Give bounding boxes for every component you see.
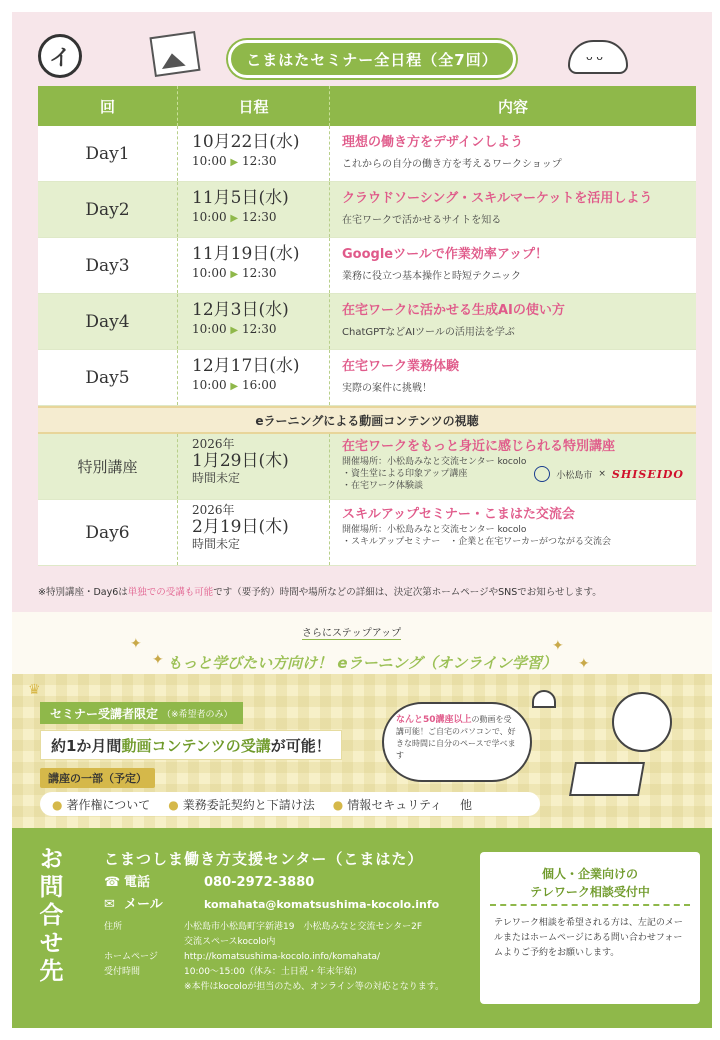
session-year: 2026年 xyxy=(192,437,235,451)
session-label: Day3 xyxy=(38,238,178,293)
session-title: 在宅ワーク業務体験 xyxy=(342,359,460,374)
table-row xyxy=(38,500,696,566)
step-up-title: もっと学びたい方向け！ eラーニング（オンライン学習） xyxy=(167,654,557,672)
session-datetime xyxy=(178,434,330,499)
session-time-tbd: 時間未定 xyxy=(192,471,241,485)
session-year: 2026年 xyxy=(192,503,235,517)
time-end: 16:00 xyxy=(241,378,277,392)
person-illustration xyxy=(612,692,672,752)
address-line xyxy=(104,920,444,935)
session-description: ChatGPTなどAIツールの活用法を学ぶ xyxy=(342,327,515,338)
table-row xyxy=(38,238,696,294)
access-suffix: が可能！ xyxy=(270,736,331,755)
web-line xyxy=(104,950,444,965)
cloud-highlight: なんと50講座以上 xyxy=(396,715,472,725)
schedule-title: こまはたセミナー全日程（全7回） xyxy=(228,40,516,78)
session-time xyxy=(192,154,329,168)
phone-label: 電話 xyxy=(124,875,151,890)
time-end: 12:30 xyxy=(241,266,277,280)
session-datetime xyxy=(178,238,330,293)
session-date: 2月19日(木) xyxy=(192,517,289,537)
phone-number[interactable]: 080-2972-3880 xyxy=(204,875,315,890)
topic-label: 業務委託契約と下請け法 xyxy=(182,797,315,812)
course-list-label: 講座の一部（予定） xyxy=(40,768,155,788)
phone-icon: ☎ xyxy=(104,875,121,890)
list-item xyxy=(168,796,315,813)
bullet-dot-icon: ● xyxy=(168,797,179,812)
partner-logos xyxy=(534,466,684,482)
mail-label: メール xyxy=(124,897,163,912)
session-date: 1月29日(木) xyxy=(192,451,289,471)
table-row xyxy=(38,350,696,406)
session-time xyxy=(192,266,329,280)
sparkle-icon: ✦ xyxy=(552,638,564,654)
hours-value: 10:00～15:00（休み：土日祝・年末年始） xyxy=(184,967,362,977)
laptop-icon xyxy=(569,762,645,796)
arrow-right-icon: ▶ xyxy=(230,157,239,168)
session-label: 特別講座 xyxy=(38,434,178,499)
session-datetime xyxy=(178,500,330,565)
step-up-label: さらにステップアップ xyxy=(302,624,401,640)
address-value-2: 交流スペースkocolo内 xyxy=(184,937,276,947)
session-date: 11月5日(水) xyxy=(192,188,289,208)
time-start: 10:00 xyxy=(192,378,227,392)
web-label: ホームページ xyxy=(104,952,158,962)
logo-separator: × xyxy=(598,469,606,479)
time-start: 10:00 xyxy=(192,210,227,224)
schedule-footnote xyxy=(38,584,698,598)
sparkle-icon: ✦ xyxy=(130,636,142,652)
note-suffix: です（要予約）時間や場所などの詳細は、決定次第ホームページやSNSでお知らせします。 xyxy=(213,587,602,598)
consultation-box xyxy=(480,852,700,1004)
desk-lamp-icon xyxy=(532,690,556,708)
session-description: 業務に役立つ基本操作と時短テクニック xyxy=(342,271,521,282)
arrow-right-icon: ▶ xyxy=(230,325,239,336)
session-description: これからの自分の働き方を考えるワークショップ xyxy=(342,159,562,170)
session-bullet: ・資生堂による印象アップ講座 xyxy=(342,469,468,479)
session-label: Day5 xyxy=(38,350,178,405)
session-description: 実際の案件に挑戦！ xyxy=(342,383,432,394)
session-venue: 開催場所：小松島みなと交流センター kocolo xyxy=(342,457,527,467)
session-title: 在宅ワークをもっと身近に感じられる特別講座 xyxy=(342,439,616,454)
session-datetime xyxy=(178,126,330,181)
session-title: スキルアップセミナー・こまはた交流会 xyxy=(342,507,575,522)
session-venue: 開催場所：小松島みなと交流センター kocolo xyxy=(342,525,527,535)
elearning-banner: eラーニングによる動画コンテンツの視聴 xyxy=(38,406,696,434)
consultation-line-2: テレワーク相談受付中 xyxy=(530,885,650,899)
list-item xyxy=(333,796,442,813)
contact-info xyxy=(104,920,444,995)
step-up-section xyxy=(12,612,712,828)
column-header-content: 内容 xyxy=(497,97,528,116)
time-end: 12:30 xyxy=(241,210,277,224)
column-header-date: 日程 xyxy=(178,86,330,126)
city-seal-icon xyxy=(534,466,550,482)
note-highlight: 単独での受講も可能 xyxy=(127,587,214,598)
session-time xyxy=(192,322,329,336)
city-name: 小松島市 xyxy=(556,470,593,481)
hours-line xyxy=(104,965,444,980)
time-end: 12:30 xyxy=(241,322,277,336)
session-title: 在宅ワークに活かせる生成AIの使い方 xyxy=(342,303,565,318)
list-item xyxy=(52,796,150,813)
session-date: 12月3日(水) xyxy=(192,300,289,320)
arrow-right-icon: ▶ xyxy=(230,269,239,280)
column-header-session: 回 xyxy=(38,86,178,126)
flyer-page xyxy=(12,12,712,1028)
schedule-section xyxy=(12,12,712,612)
session-content xyxy=(330,500,696,565)
session-datetime xyxy=(178,182,330,237)
mail-icon: ✉ xyxy=(104,897,115,912)
session-title: 理想の働き方をデザインしよう xyxy=(342,135,524,150)
shiseido-logo: SHISEIDO xyxy=(611,467,684,481)
session-time xyxy=(192,210,329,224)
topics-etc: 他 xyxy=(460,797,473,812)
page-marker-badge: イ xyxy=(38,34,82,78)
session-bullet: ・在宅ワーク体験談 xyxy=(342,481,424,491)
limited-text: セミナー受講者限定 xyxy=(50,706,159,721)
sleeping-cat-icon xyxy=(568,40,628,74)
session-label: Day6 xyxy=(38,500,178,565)
session-time-tbd: 時間未定 xyxy=(192,537,241,551)
table-row xyxy=(38,294,696,350)
session-bullet: ・スキルアップセミナー ・企業と在宅ワーカーがつながる交流会 xyxy=(342,537,612,547)
consultation-body: テレワーク相談を希望される方は、左記のメールまたはホームページにある問い合わせフォームよりご予約をお願いします。 xyxy=(494,918,683,958)
time-start: 10:00 xyxy=(192,322,227,336)
consultation-line-1: 個人・企業向けの xyxy=(541,867,638,881)
consultation-heading xyxy=(490,862,690,906)
session-title: Googleツールで作業効率アップ！ xyxy=(342,247,548,262)
session-date: 11月19日(水) xyxy=(192,244,300,264)
phone-line xyxy=(104,872,439,894)
sparkle-icon: ✦ xyxy=(152,652,164,668)
time-end: 12:30 xyxy=(241,154,277,168)
time-start: 10:00 xyxy=(192,154,227,168)
session-content xyxy=(330,238,696,293)
table-row-special xyxy=(38,434,696,500)
contact-methods xyxy=(104,872,439,916)
cloud-text: の動画を受講可能！ご自宅のパソコンで、好きな時間に自分のペースで学べます xyxy=(396,715,516,760)
session-content xyxy=(330,126,696,181)
session-label: Day2 xyxy=(38,182,178,237)
crown-icon: ♛ xyxy=(28,682,41,698)
mail-address[interactable]: komahata@komatsushima-kocolo.info xyxy=(204,898,440,911)
session-content xyxy=(330,350,696,405)
hours-note: ※本件はkocoloが担当のため、オンライン等の対応となります。 xyxy=(184,982,445,992)
session-datetime xyxy=(178,294,330,349)
bullet-dot-icon: ● xyxy=(52,797,63,812)
web-url[interactable]: http://komatsushima-kocolo.info/komahata/ xyxy=(184,952,381,962)
address-value: 小松島市小松島町字新港19 小松島みなと交流センター2F xyxy=(184,922,422,932)
arrow-right-icon: ▶ xyxy=(230,381,239,392)
mail-line xyxy=(104,894,439,916)
access-prefix: 約1か月間 xyxy=(51,736,122,755)
limited-note: （※希望者のみ） xyxy=(162,709,233,720)
address-label: 住所 xyxy=(104,922,123,932)
bullet-dot-icon: ● xyxy=(332,797,344,812)
topic-label: 著作権について xyxy=(66,797,151,812)
contact-section xyxy=(12,828,712,1028)
limited-badge xyxy=(40,702,243,724)
session-label: Day1 xyxy=(38,126,178,181)
course-topics xyxy=(40,792,540,816)
session-content xyxy=(330,182,696,237)
session-date: 10月22日(水) xyxy=(192,132,300,152)
topic-label: 情報セキュリティ xyxy=(347,797,443,812)
session-title: クラウドソーシング・スキルマーケットを活用しよう xyxy=(342,191,653,206)
time-start: 10:00 xyxy=(192,266,227,280)
session-label: Day4 xyxy=(38,294,178,349)
session-description: 在宅ワークで活かせるサイトを知る xyxy=(342,215,502,226)
contact-heading: お問合せ先 xyxy=(35,846,63,986)
table-row xyxy=(38,182,696,238)
sparkle-icon: ✦ xyxy=(578,656,590,672)
hours-label: 受付時間 xyxy=(104,967,141,977)
table-header xyxy=(38,86,696,126)
access-highlight: 動画コンテンツの受講 xyxy=(121,736,271,755)
session-date: 12月17日(水) xyxy=(192,356,300,376)
session-time xyxy=(192,378,329,392)
center-name: こまつしま働き方支援センター（こまはた） xyxy=(104,850,424,868)
table-row xyxy=(38,126,696,182)
address-line-2 xyxy=(104,935,444,950)
schedule-table xyxy=(38,86,696,566)
arrow-right-icon: ▶ xyxy=(230,213,239,224)
note-prefix: ※特別講座・Day6は xyxy=(38,587,128,598)
session-content xyxy=(330,294,696,349)
photo-icon xyxy=(149,31,200,77)
access-statement xyxy=(40,730,342,760)
hours-note-line xyxy=(104,980,444,995)
speech-cloud xyxy=(382,702,532,782)
session-datetime xyxy=(178,350,330,405)
